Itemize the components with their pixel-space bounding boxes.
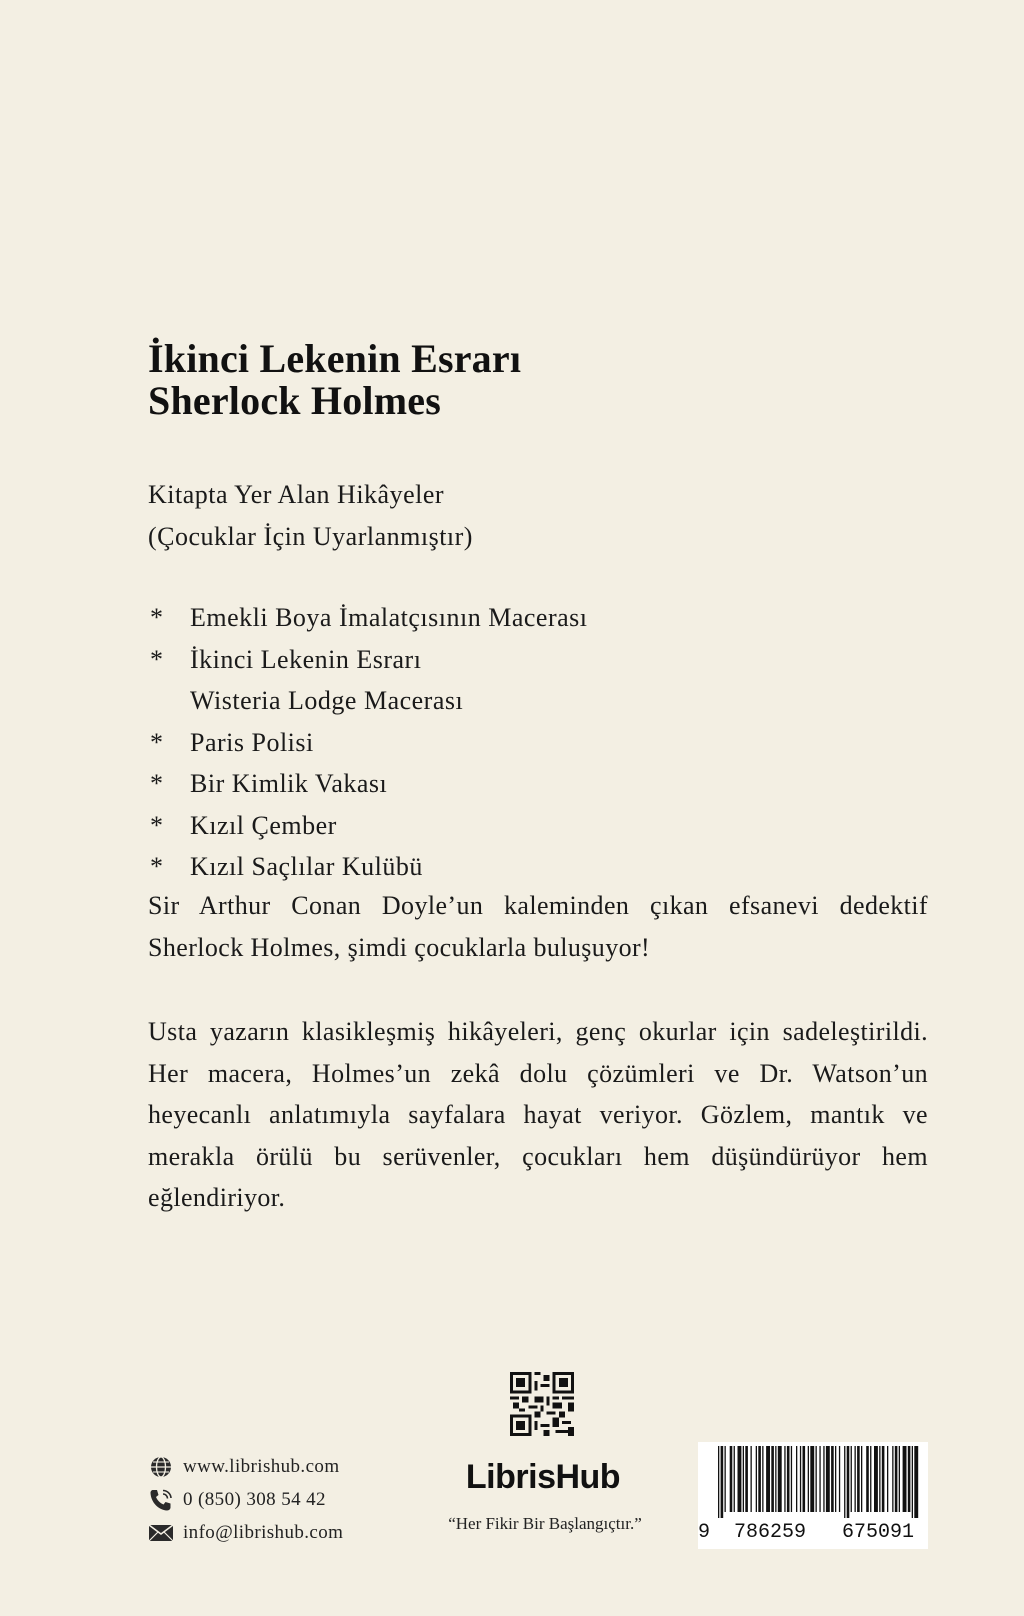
bullet: *: [150, 769, 164, 798]
list-item: [148, 846, 908, 888]
subtitle-line-2: (Çocuklar İçin Uyarlanmıştır): [148, 522, 473, 551]
description-paragraph-2: Usta yazarın klasikleşmiş hikâyeleri, genç okurlar için sadeleştirildi. Her macera, Holmes’un zekâ dolu çözümleri ve Dr. Watson’un heyecanlı anlatımıyla sayfalara hayat veriyor. Gözlem, mantık ve merakla örülü bu serüvenler, çocukları hem düşündürüyor hem eğlendiriyor.: [148, 1017, 928, 1212]
bullet: [148, 680, 190, 722]
bullet: *: [150, 727, 164, 757]
story-title: Emekli Boya İmalatçısının Macerası: [190, 603, 588, 632]
list-item: [148, 805, 908, 847]
subtitle: [148, 474, 908, 558]
story-title: Wisteria Lodge Macerası: [190, 686, 464, 715]
phone-number[interactable]: 0 (850) 308 54 42: [183, 1488, 326, 1510]
title-line-1: İkinci Lekenin Esrarı: [148, 336, 522, 381]
qr-code-icon[interactable]: [510, 1372, 574, 1436]
isbn-barcode: [698, 1442, 928, 1549]
list-item: [148, 763, 908, 805]
contact-info: [148, 1450, 343, 1549]
list-item: [148, 722, 908, 764]
story-list: [148, 597, 908, 888]
envelope-icon: [148, 1522, 174, 1544]
story-title: Paris Polisi: [190, 727, 314, 757]
publisher-logo: LibrisHub: [465, 1458, 621, 1496]
isbn-number: 9 786259 675091: [698, 1521, 915, 1544]
story-title: İkinci Lekenin Esrarı: [190, 644, 422, 674]
phone-row: [148, 1483, 343, 1516]
bullet: *: [150, 644, 164, 674]
website-row: [148, 1450, 343, 1483]
list-item: [148, 680, 908, 722]
email-row: [148, 1516, 343, 1549]
story-title: Kızıl Saçlılar Kulübü: [190, 852, 423, 881]
title-line-2: Sherlock Holmes: [148, 378, 441, 423]
globe-icon: [148, 1456, 174, 1478]
list-item: [148, 597, 908, 639]
description-paragraph-1: Sir Arthur Conan Doyle’un kaleminden çıkan efsanevi dedektif Sherlock Holmes, şimdi çocuklarla buluşuyor!: [148, 891, 928, 962]
list-item: [148, 639, 908, 681]
subtitle-line-1: Kitapta Yer Alan Hikâyeler: [148, 480, 445, 509]
bullet: *: [150, 810, 164, 840]
bullet: *: [150, 603, 164, 632]
phone-icon: [148, 1489, 174, 1511]
barcode-bars: [698, 1442, 928, 1522]
bullet: *: [150, 852, 164, 881]
story-title: Kızıl Çember: [190, 810, 337, 840]
story-title: Bir Kimlik Vakası: [190, 769, 388, 798]
email-link[interactable]: info@librishub.com: [183, 1521, 344, 1543]
publisher-slogan: “Her Fikir Bir Başlangıçtır.”: [448, 1514, 642, 1533]
website-link[interactable]: www.librishub.com: [183, 1455, 340, 1477]
book-title: [148, 338, 908, 422]
